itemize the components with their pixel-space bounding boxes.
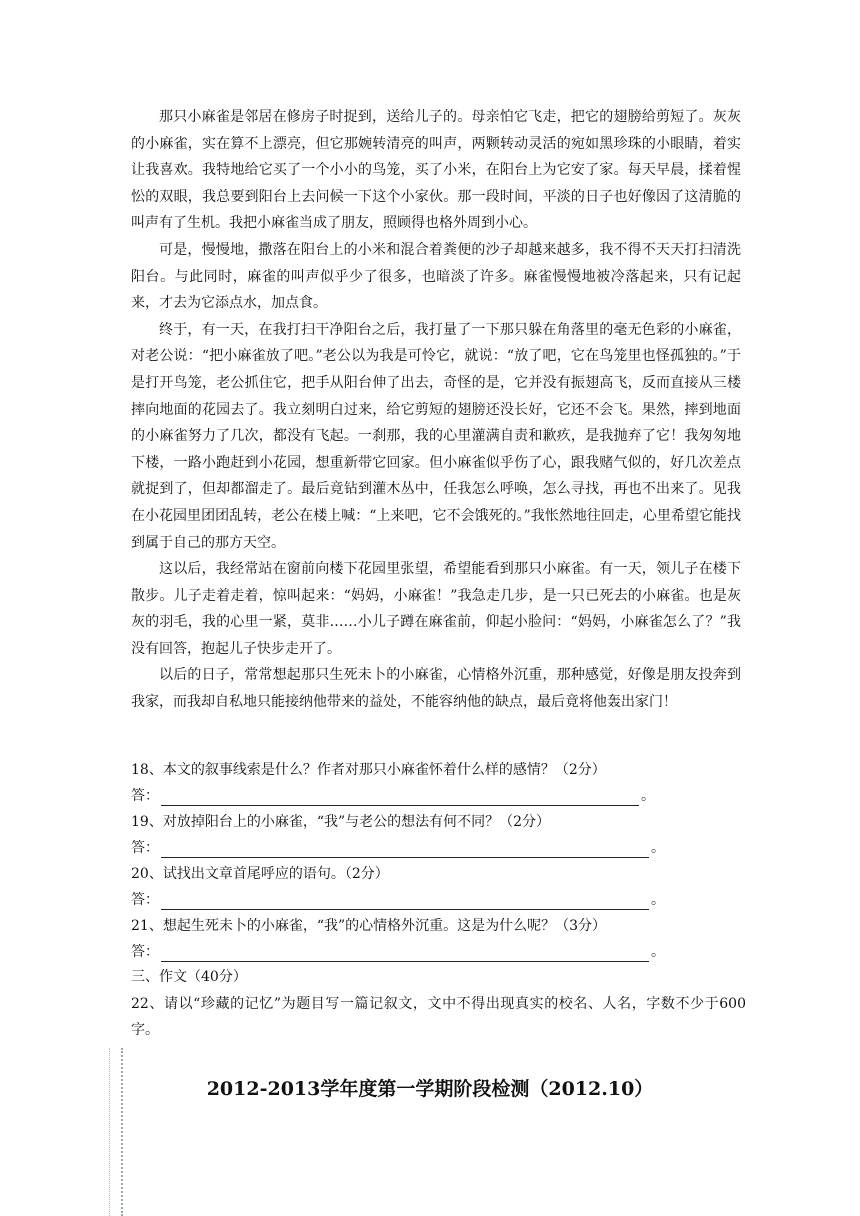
answer-line[interactable] <box>161 945 649 962</box>
question-19: 19、对放掉阳台上的小麻雀，“我”与老公的想法有何不同？（2分） <box>131 814 551 830</box>
passage-paragraph-4: 这以后，我经常站在窗前向楼下花园里张望，希望能看到那只小麻雀。有一天，领儿子在楼下散步。儿子走着走着，惊叫起来：“妈妈，小麻雀！”我急走几步，是一只已死去的小麻雀。也是灰灰的羽毛，我的心里一紧，莫非……小儿子蹲在麻雀前，仰起小脸问：“妈妈，小麻雀怎么了？”我没有回答，抱起儿子快步走开了。 <box>131 561 741 657</box>
essay-section <box>131 964 746 1044</box>
essay-heading: 三、作文（40分） <box>131 969 247 985</box>
passage-paragraph-3: 终于，有一天，在我打扫干净阳台之后，我打量了一下那只躲在角落里的毫无色彩的小麻雀，对老公说：“把小麻雀放了吧。”老公以为我是可怜它，就说：“放了吧，它在鸟笼里也怪孤独的。”于是打开鸟笼，老公抓住它，把手从阳台伸了出去，奇怪的是，它并没有振翅高飞，反而直接从三楼摔向地面的花园去了。我立刻明白过来，给它剪短的翅膀还没长好，它还不会飞。果然，摔到地面的小麻雀努力了几次，都没有飞起。一刹那，我的心里灌满自责和歉疚，是我抛弃了它！我匆匆地下楼，一路小跑赶到小花园，想重新带它回家。但小麻雀似乎伤了心，跟我赌气似的，好几次差点就捉到了，但却都溜走了。最后竟钻到灌木丛中，任我怎么呼唤，怎么寻找，再也不出来了。见我在小花园里团团乱转，老公在楼上喊：“上来吧，它不会饿死的。”我怅然地往回走，心里希望它能找到属于自己的那方天空。 <box>131 321 741 551</box>
answer-18[interactable] <box>131 786 655 806</box>
answer-20[interactable] <box>131 890 665 910</box>
answer-line[interactable] <box>161 789 639 806</box>
answer-label: 答： <box>131 892 159 908</box>
question-21: 21、想起生死未卜的小麻雀，“我”的心情格外沉重。这是为什么呢？（3分） <box>131 918 607 934</box>
question-18: 18、本文的叙事线索是什么？作者对那只小麻雀怀着什么样的感情？（2分） <box>131 762 606 778</box>
answer-line[interactable] <box>161 841 649 858</box>
question-20: 20、试找出文章首尾呼应的语句。（2分） <box>131 866 389 882</box>
answer-line[interactable] <box>161 893 649 910</box>
next-page-title: 2012-2013学年度第一学期阶段检测（2012.10） <box>206 1078 654 1100</box>
reading-passage <box>131 104 741 716</box>
answer-21[interactable] <box>131 942 665 962</box>
essay-prompt: 22、请以“珍藏的记忆”为题目写一篇记叙文，文中不得出现真实的校名、人名，字数不少于600字。 <box>131 995 746 1039</box>
answer-label: 答： <box>131 788 159 804</box>
answer-end: 。 <box>651 944 665 960</box>
answer-label: 答： <box>131 944 159 960</box>
passage-paragraph-2: 可是，慢慢地，撒落在阳台上的小米和混合着粪便的沙子却越来越多，我不得不天天打扫清洗阳台。与此同时，麻雀的叫声似乎少了很多，也暗淡了许多。麻雀慢慢地被冷落起来，只有记起来，才去为它添点水，加点食。 <box>131 241 741 312</box>
answer-label: 答： <box>131 840 159 856</box>
passage-paragraph-5: 以后的日子，常常想起那只生死未卜的小麻雀，心情格外沉重，那种感觉，好像是朋友投奔到我家，而我却自私地只能接纳他带来的益处，不能容纳他的缺点，最后竟将他轰出家门！ <box>131 667 741 711</box>
answer-19[interactable] <box>131 838 665 858</box>
passage-paragraph-1: 那只小麻雀是邻居在修房子时捉到，送给儿子的。母亲怕它飞走，把它的翅膀给剪短了。灰灰的小麻雀，实在算不上漂亮，但它那婉转清亮的叫声，两颗转动灵活的宛如黑珍珠的小眼睛，着实让我喜欢。我特地给它买了一个小小的鸟笼，买了小米，在阳台上为它安了家。每天早晨，揉着惺忪的双眼，我总要到阳台上去问候一下这个小家伙。那一段时间，平淡的日子也好像因了这清脆的叫声有了生机。我把小麻雀当成了朋友，照顾得也格外周到小心。 <box>131 109 741 232</box>
answer-end: 。 <box>641 788 655 804</box>
answer-end: 。 <box>651 892 665 908</box>
answer-end: 。 <box>651 840 665 856</box>
